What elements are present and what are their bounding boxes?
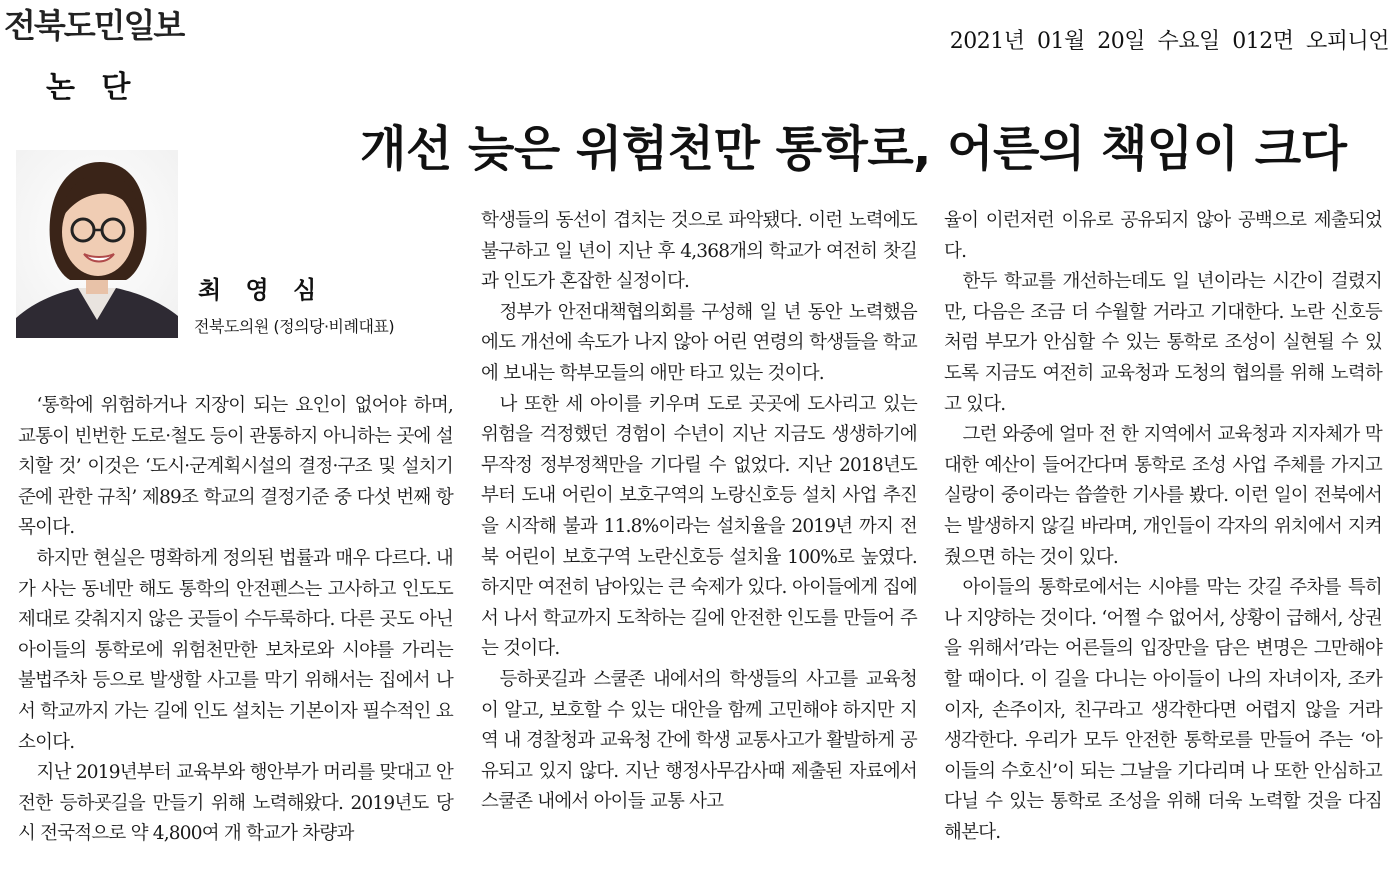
paragraph: 등하굣길과 스쿨존 내에서의 학생들의 사고를 교육청이 알고, 보호할 수 있는 대안을 함께 고민해야 하지만 지역 내 경찰청과 교육청 간에 학생 교통사고가 활발하게 공유되고 있지 않다. 지난 행정사무감사때 제출된 자료에서 스쿨존 내에서 아이들 교통 사고 (481, 668, 917, 813)
paragraph: 정부가 안전대책협의회를 구성해 일 년 동안 노력했음에도 개선에 속도가 나지 않아 어린 연령의 학생들을 학교에 보내는 학부모들의 애만 타고 있는 것이다. (481, 301, 917, 384)
author-photo (16, 150, 178, 338)
paragraph: ‘통학에 위험하거나 지장이 되는 요인이 없어야 하며, 교통이 빈번한 도로·철도 등이 관통하지 아니하는 곳에 설치할 것’ 이것은 ‘도시·군계획시설의 결정·구조 및 설치기준에 관한 규칙’ 제89조 학교의 결정기준 중 다섯 번째 항목이다. (18, 395, 453, 539)
paragraph: 한두 학교를 개선하는데도 일 년이라는 시간이 걸렸지만, 다음은 조금 더 수월할 거라고 기대한다. 노란 신호등처럼 부모가 안심할 수 있는 통학로 조성이 실현될 수 있도록 지금도 여전히 교육청과 도청의 협의를 위해 노력하고 있다. (944, 271, 1382, 415)
author-affiliation: 전북도의원 (정의당·비례대표) (194, 317, 395, 336)
paragraph: 학생들의 동선이 겹치는 것으로 파악됐다. 이런 노력에도 불구하고 일 년이 지난 후 4,368개의 학교가 여전히 찻길과 인도가 혼잡한 실정이다. (481, 210, 917, 293)
article-column-1 (18, 391, 453, 850)
paragraph: 나 또한 세 아이를 키우며 도로 곳곳에 도사리고 있는 위험을 걱정했던 경험이 수년이 지난 지금도 생생하기에 무작정 정부정책만을 기다릴 수 없었다. 지난 2018년도부터 도내 어린이 보호구역의 노랑신호등 설치 사업 추진을 시작해 불과 11.8%이라는 설치율을 2019년 까지 전북 어린이 보호구역 노란신호등 설치율 100%로 높였다. 하지만 여전히 남아있는 큰 숙제가 있다. 아이들에게 집에서 나서 학교까지 도착하는 길에 안전한 인도를 만들어 주는 것이다. (481, 393, 917, 660)
article-column-3 (944, 206, 1382, 848)
paragraph: 하지만 현실은 명확하게 정의된 법률과 매우 다르다. 내가 사는 동네만 해도 통학의 안전펜스는 고사하고 인도도 제대로 갖춰지지 않은 곳들이 수두룩하다. 다른 곳도 아닌 아이들의 통학로에 위험천만한 보차로와 시야를 가리는 불법주차 등으로 발생할 사고를 막기 위해서는 집에서 나서 학교까지 가는 길에 인도 설치는 기본이자 필수적인 요소이다. (18, 547, 453, 753)
article-headline: 개선 늦은 위험천만 통학로, 어른의 책임이 크다 (360, 121, 1347, 177)
paragraph: 그런 와중에 얼마 전 한 지역에서 교육청과 지자체가 막대한 예산이 들어간다며 통학로 조성 사업 주체를 가지고 실랑이 중이라는 씁쓸한 기사를 봤다. 이런 일이 전북에서는 발생하지 않길 바라며, 개인들이 각자의 위치에서 지켜줬으면 하는 것이 있다. (944, 424, 1382, 568)
paragraph: 아이들의 통학로에서는 시야를 막는 갓길 주차를 특히나 지양하는 것이다. ‘어쩔 수 없어서, 상황이 급해서, 상권을 위해서’라는 어른들의 입장만을 담은 변명은 그만해야 할 때이다. 이 길을 다니는 아이들이 나의 자녀이자, 조카이자, 손주이자, 친구라고 생각한다면 어렵지 않을 거라 생각한다. 우리가 모두 안전한 통학로를 만들어 주는 ‘아이들의 수호신’이 되는 그날을 기다리며 나 또한 안심하고 다닐 수 있는 통학로 조성을 위해 더욱 노력할 것을 다짐해본다. (944, 577, 1382, 843)
paragraph: 지난 2019년부터 교육부와 행안부가 머리를 맞대고 안전한 등하굣길을 만들기 위해 노력해왔다. 2019년도 당시 전국적으로 약 4,800여 개 학교가 차량과 (18, 762, 453, 845)
article-column-2 (481, 206, 917, 818)
publication-dateline: 2021년 01월 20일 수요일 012면 오피니언 (949, 29, 1389, 54)
paragraph: 율이 이런저런 이유로 공유되지 않아 공백으로 제출되었다. (944, 210, 1382, 262)
newspaper-masthead: 전북도민일보 (4, 6, 184, 45)
section-label: 논 단 (46, 70, 139, 105)
author-name: 최 영 심 (198, 276, 325, 304)
